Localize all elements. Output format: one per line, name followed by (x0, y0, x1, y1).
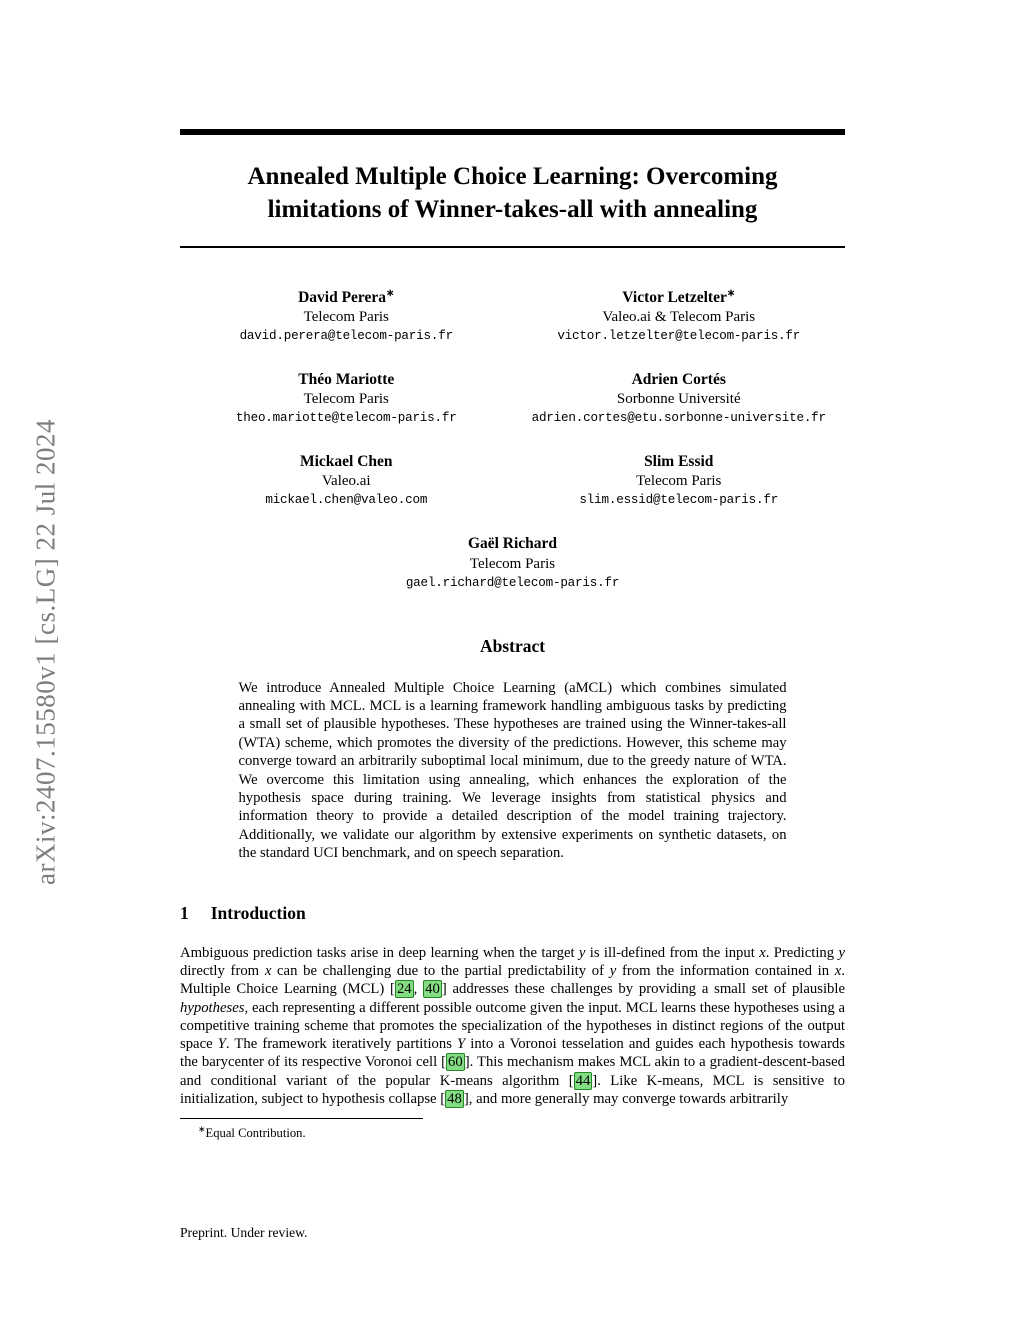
author-affiliation: Valeo.ai & Telecom Paris (602, 309, 756, 326)
footnote-label: Equal Contribution. (205, 1126, 306, 1141)
abstract-heading: Abstract (479, 635, 546, 656)
author-email: slim.essid@telecom-paris.fr (579, 493, 779, 508)
author-affiliation: Telecom Paris (636, 473, 722, 490)
inline-math: y (609, 962, 617, 979)
body-text: , each representing a different possible outcome given the input. MCL learns these hypotheses using a competitive training scheme that promotes the specialization of the hypotheses in distinct regions of the output space (180, 999, 845, 1053)
abstract-text: We introduce Annealed Multiple Choice Learning (aMCL) which combines simulated annealing with MCL. MCL is a learning framework handling ambiguous tasks by predicting a small set of plausible hypotheses. These hypotheses are trained using the Winner-takes-all (WTA) scheme, which promotes the diversity of the predictions. However, this scheme may converge toward an arbitrarily suboptimal local minimum, due to the greedy nature of WTA. We overcome this limitation using annealing, which enhances the exploration of the hypothesis space during training. We leverage insights from statistical physics and information theory to provide a detailed description of the model training trajectory. Additionally, we validate our algorithm by extensive experiments on synthetic datasets, on the standard UCI benchmark, and on speech separation. (238, 679, 787, 862)
citation-link[interactable]: 60 (448, 1054, 463, 1071)
author-block (180, 534, 845, 589)
body-text: ] addresses these challenges by providing a small set of plausible (441, 981, 845, 998)
inline-math: x (834, 962, 842, 979)
inline-math: Y (217, 1036, 226, 1053)
inline-math: y (838, 944, 845, 961)
author-name: Adrien Cortés (631, 371, 726, 389)
section-number: 1 (180, 902, 189, 923)
citation-link[interactable]: 24 (396, 981, 412, 998)
footnote-block (180, 1118, 845, 1141)
citation-link[interactable]: 48 (447, 1091, 462, 1108)
inline-math: Y (457, 1036, 466, 1053)
author-name: David Perera∗ (298, 288, 395, 307)
body-text: Ambiguous prediction tasks arise in deep learning when the target (180, 944, 579, 961)
body-text: ], and more generally may converge towards arbitrarily (463, 1091, 789, 1108)
inline-math: y (578, 944, 586, 961)
inline-math: x (759, 944, 766, 961)
author-block (180, 288, 513, 343)
author-email: mickael.chen@valeo.com (265, 493, 428, 508)
author-name: Mickael Chen (299, 453, 393, 471)
body-text: . Predicting (765, 944, 839, 961)
author-email: adrien.cortes@etu.sorbonne-universite.fr (531, 411, 826, 426)
body-text: is ill-defined from the input (585, 944, 760, 961)
body-text: can be challenging due to the partial predictability of (271, 962, 610, 979)
citation-link[interactable]: 40 (425, 981, 440, 998)
author-email: theo.mariotte@telecom-paris.fr (235, 411, 457, 426)
author-affiliation: Telecom Paris (469, 555, 556, 572)
author-affiliation: Valeo.ai (321, 473, 371, 490)
author-affiliation: Sorbonne Université (616, 391, 741, 408)
author-email: david.perera@telecom-paris.fr (239, 329, 453, 344)
author-affiliation: Telecom Paris (303, 309, 389, 326)
author-block (513, 370, 846, 425)
footnote-text (180, 1124, 845, 1141)
author-name: Victor Letzelter∗ (622, 288, 736, 307)
paper-title-line1: Annealed Multiple Choice Learning: Overcoming (247, 163, 778, 190)
section-heading-introduction (180, 903, 845, 924)
author-name: Slim Essid (644, 453, 714, 471)
author-name: Gaël Richard (467, 535, 558, 553)
paper-title (180, 161, 845, 226)
author-email: victor.letzelter@telecom-paris.fr (557, 329, 801, 344)
citation-link[interactable]: 44 (575, 1072, 591, 1089)
body-text: , (413, 981, 424, 998)
footnote-rule (180, 1118, 423, 1119)
authors-grid (180, 288, 845, 590)
arxiv-watermark: arXiv:2407.15580v1 [cs.LG] 22 Jul 2024 (30, 419, 61, 885)
body-text: ]. Like K-means, MCL is sensitive to initialization, subject to hypothesis collapse [ (180, 1072, 845, 1108)
section-title: Introduction (210, 902, 306, 923)
author-affiliation: Telecom Paris (303, 391, 389, 408)
top-rule (180, 129, 845, 135)
author-block (180, 452, 513, 507)
author-block (513, 288, 846, 343)
body-text: directly from (180, 962, 265, 979)
preprint-note: Preprint. Under review. (180, 1225, 308, 1240)
author-mark: ∗ (726, 288, 736, 299)
inline-math: x (264, 962, 272, 979)
body-text: ]. This mechanism makes MCL akin to a gradient-descent-based and conditional variant of the popular K-means algorithm [ (180, 1054, 845, 1089)
body-text: . Multiple Choice Learning (MCL) [ (180, 962, 845, 998)
body-text: . The framework iteratively partitions (225, 1036, 458, 1053)
body-text: into a Voronoi tesselation and guides each hypothesis towards the barycenter of its respective Voronoi cell [ (180, 1036, 845, 1071)
author-name: Théo Mariotte (298, 371, 395, 389)
intro-paragraph (180, 944, 845, 1109)
title-rule (180, 246, 845, 248)
author-block (513, 452, 846, 507)
paper-page (180, 129, 845, 1142)
author-mark: ∗ (386, 288, 395, 299)
paper-title-line2: limitations of Winner-takes-all with annealing (267, 195, 758, 223)
footnote-mark: ∗ (198, 1124, 206, 1135)
author-email: gael.richard@telecom-paris.fr (405, 575, 620, 590)
emphasis-text: hypotheses (180, 999, 245, 1016)
body-text: from the information contained in (616, 962, 835, 979)
author-block (180, 370, 513, 425)
